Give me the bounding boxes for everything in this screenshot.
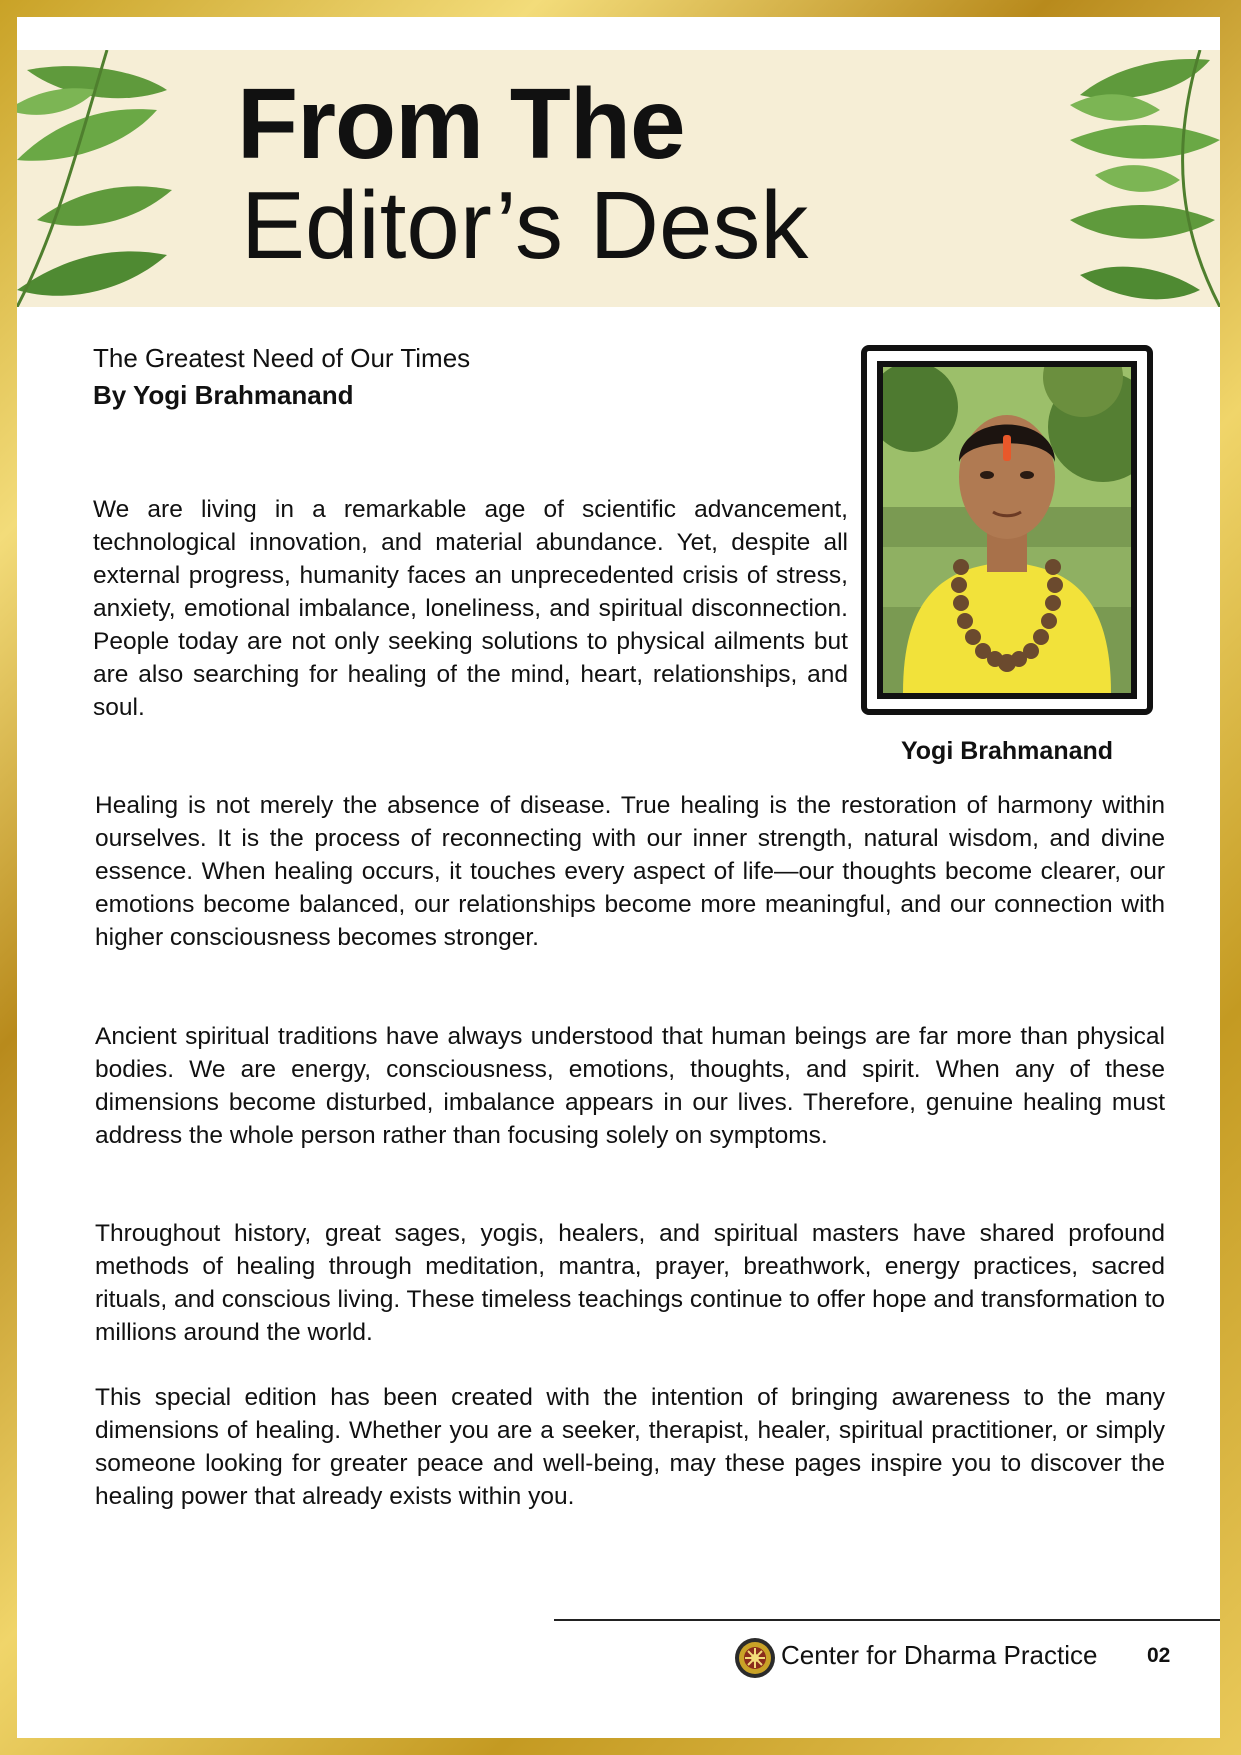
footer-divider (554, 1619, 1220, 1621)
page (17, 17, 1220, 1738)
author-photo (877, 361, 1137, 699)
page-title-line-1: From The (237, 68, 685, 180)
page-title-line-2: Editor’s Desk (241, 172, 809, 279)
article-paragraph-3: Ancient spiritual traditions have always understood that human beings are far more than physical bodies. We are energy, consciousness, emotions, thoughts, and spirit. When any of these dimensions become disturbed, imbalance appears in our lives. Therefore, genuine healing must address the whole person rather than focusing solely on symptoms. (95, 1023, 1165, 1149)
article-paragraph-2: Healing is not merely the absence of disease. True healing is the restoration of harmony within ourselves. It is the process of reconnecting with our inner strength, natural wisdom, and divine essence. When healing occurs, it touches every aspect of life—our thoughts become clearer, our emotions become balanced, our relationships become more meaningful, and our connection with higher consciousness becomes stronger. (95, 792, 1165, 951)
article-byline: By Yogi Brahmanand (93, 380, 354, 410)
page-number: 02 (1147, 1644, 1171, 1667)
leaf-decoration-left (17, 50, 217, 307)
dharma-seal-icon (734, 1637, 776, 1679)
article-paragraph-1: We are living in a remarkable age of scientific advancement, technological innovation, and material abundance. Yet, despite all external progress, humanity faces an unprecedented crisis of stress, anxiety, emotional imbalance, loneliness, and spiritual disconnection. People today are not only seeking solutions to physical ailments but are also searching for healing of the mind, heart, relationships, and soul. (93, 496, 848, 721)
author-photo-frame (861, 345, 1153, 715)
leaf-decoration-right (1000, 50, 1220, 307)
footer-organization: Center for Dharma Practice (781, 1640, 1098, 1670)
article-paragraph-4: Throughout history, great sages, yogis, healers, and spiritual masters have shared profound methods of healing through meditation, mantra, prayer, breathwork, energy practices, sacred rituals, and conscious living. These timeless teachings continue to offer hope and transformation to millions around the world. (95, 1220, 1165, 1346)
article-subtitle: The Greatest Need of Our Times (93, 343, 471, 373)
author-photo-caption: Yogi Brahmanand (900, 737, 1114, 765)
article-paragraph-5: This special edition has been created with the intention of bringing awareness to the many dimensions of healing. Whether you are a seeker, therapist, healer, spiritual practitioner, or simply someone looking for greater peace and well-being, may these pages inspire you to discover the healing power that already exists within you. (95, 1384, 1165, 1510)
header-banner (17, 50, 1220, 307)
portrait-illustration (883, 367, 1131, 693)
